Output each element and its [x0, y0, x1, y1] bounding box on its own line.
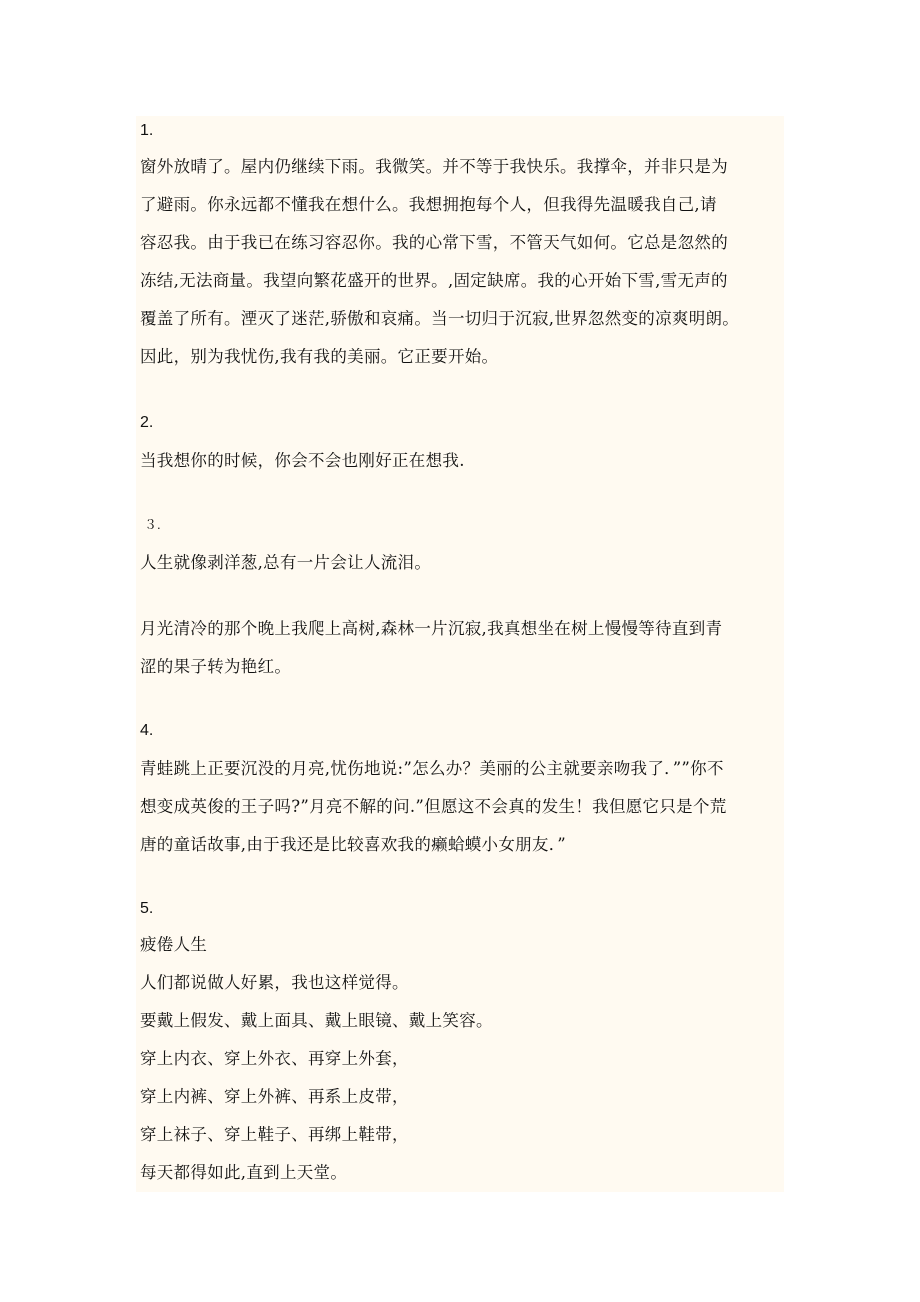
section-3-paragraph-line: 月光清冷的那个晚上我爬上高树,森林一片沉寂,我真想坐在树上慢慢等待直到青 — [140, 619, 723, 638]
section-1-line: 冻结,无法商量。我望向繁花盛开的世界。,固定缺席。我的心开始下雪,雪无声的 — [140, 271, 728, 290]
section-1-line: 因此，别为我忧伤,我有我的美丽。它正要开始。 — [140, 347, 499, 366]
section-5-line: 要戴上假发、戴上面具、戴上眼镜、戴上笑容。 — [140, 1011, 493, 1030]
section-3-number: ３. — [144, 517, 161, 532]
section-1-number: 1. — [140, 122, 154, 139]
section-1-line: 窗外放晴了。屋内仍继续下雨。我微笑。并不等于我快乐。我撑伞，并非只是为 — [140, 157, 728, 176]
document-body — [136, 116, 784, 1192]
section-2-line: 当我想你的时候，你会不会也刚好正在想我. — [140, 451, 465, 470]
section-5-line: 穿上袜子、穿上鞋子、再绑上鞋带， — [140, 1125, 409, 1144]
section-4-line: 想变成英俊的王子吗?”月亮不解的问.”但愿这不会真的发生！我但愿它只是个荒 — [140, 797, 727, 816]
section-1-line: 覆盖了所有。湮灭了迷茫,骄傲和哀痛。当一切归于沉寂,世界忽然变的凉爽明朗。 — [140, 309, 740, 328]
section-1-line: 容忍我。由于我已在练习容忍你。我的心常下雪，不管天气如何。它总是忽然的 — [140, 233, 728, 252]
section-4-line: 唐的童话故事,由于我还是比较喜欢我的癞蛤蟆小女朋友．” — [140, 835, 567, 854]
section-4-line: 青蛙跳上正要沉没的月亮,忧伤地说:”怎么办？美丽的公主就要亲吻我了．””你不 — [140, 759, 724, 778]
section-5-title: 疲倦人生 — [140, 935, 208, 954]
section-5-line: 穿上内衣、穿上外衣、再穿上外套， — [140, 1049, 409, 1068]
section-5-line: 每天都得如此,直到上天堂。 — [140, 1163, 348, 1182]
section-5-line: 人们都说做人好累，我也这样觉得。 — [140, 973, 409, 992]
section-3-paragraph-line: 涩的果子转为艳红。 — [140, 657, 292, 676]
section-1-line: 了避雨。你永远都不懂我在想什么。我想拥抱每个人，但我得先温暖我自己,请 — [140, 195, 717, 214]
section-3-line: 人生就像剥洋葱,总有一片会让人流泪。 — [140, 553, 432, 572]
section-5-number: 5. — [140, 900, 154, 917]
section-4-number: 4. — [140, 722, 154, 739]
section-5-line: 穿上内裤、穿上外裤、再系上皮带， — [140, 1087, 409, 1106]
section-2-number: 2. — [140, 414, 154, 431]
